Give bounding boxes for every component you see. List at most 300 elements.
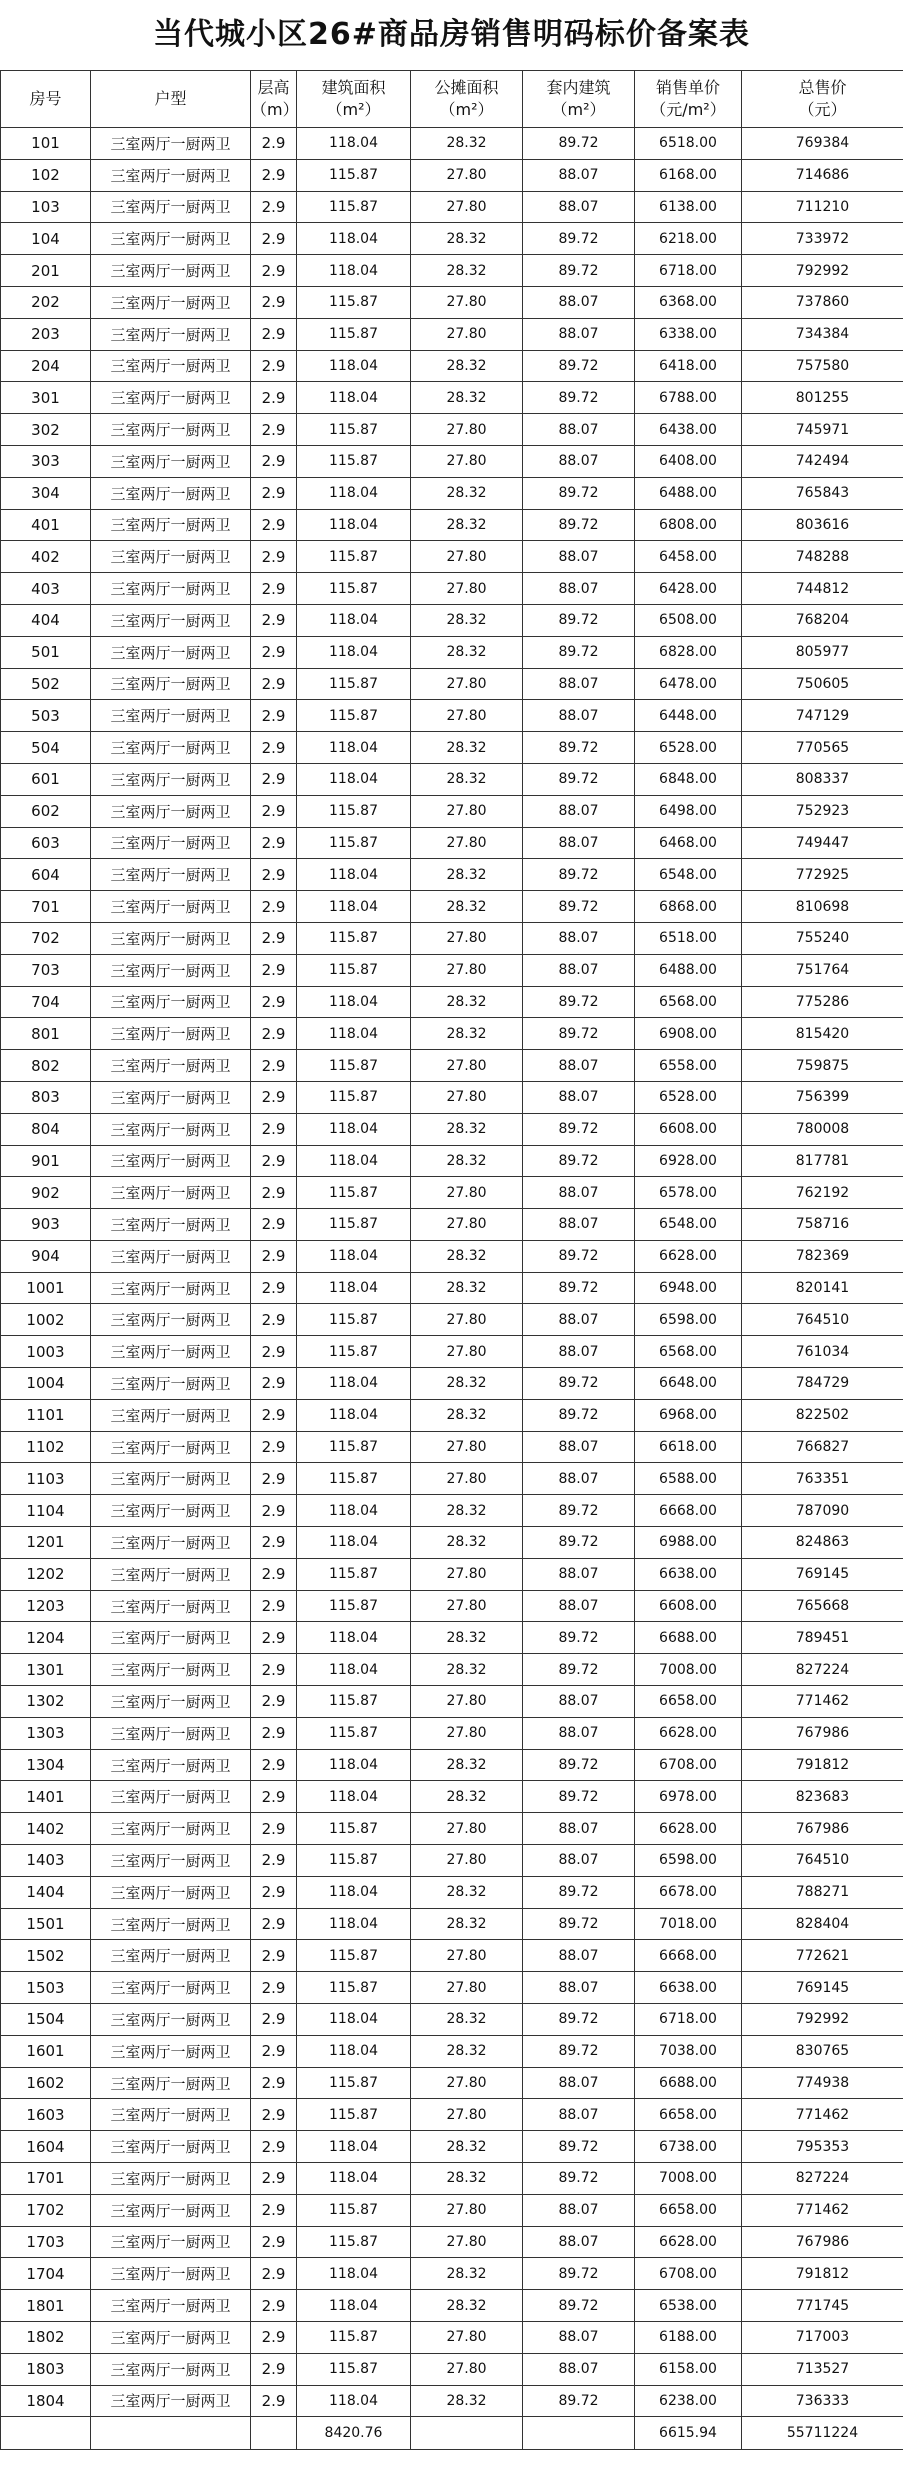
cell-unit-price: 6238.00 (635, 2385, 742, 2417)
cell-unit-price: 6618.00 (635, 1431, 742, 1463)
cell-room-no: 1704 (1, 2258, 91, 2290)
cell-inner-area: 89.72 (523, 382, 635, 414)
cell-unit-price: 6718.00 (635, 2004, 742, 2036)
cell-floor-height: 2.9 (251, 1527, 297, 1559)
cell-layout: 三室两厅一厨两卫 (91, 2226, 251, 2258)
cell-shared-area: 27.80 (411, 414, 523, 446)
cell-floor-height: 2.9 (251, 1495, 297, 1527)
cell-shared-area: 27.80 (411, 2067, 523, 2099)
cell-unit-price: 6788.00 (635, 382, 742, 414)
cell-building-area: 115.87 (297, 668, 411, 700)
cell-total-price: 827224 (742, 2163, 903, 2195)
cell-room-no: 401 (1, 509, 91, 541)
cell-shared-area: 28.32 (411, 1018, 523, 1050)
cell-shared-area: 28.32 (411, 128, 523, 160)
cell-floor-height: 2.9 (251, 2194, 297, 2226)
cell-shared-area: 27.80 (411, 1336, 523, 1368)
table-row (1, 128, 903, 160)
cell-room-no: 1402 (1, 1813, 91, 1845)
cell-total-price: 747129 (742, 700, 903, 732)
cell-building-area: 115.87 (297, 1590, 411, 1622)
cell-building-area: 118.04 (297, 2035, 411, 2067)
table-row (1, 2163, 903, 2195)
cell-shared-area: 28.32 (411, 223, 523, 255)
cell-building-area: 118.04 (297, 859, 411, 891)
table-row (1, 1908, 903, 1940)
cell-layout: 三室两厅一厨两卫 (91, 954, 251, 986)
cell-layout: 三室两厅一厨两卫 (91, 1845, 251, 1877)
cell-layout: 三室两厅一厨两卫 (91, 700, 251, 732)
cell-unit-price: 6488.00 (635, 477, 742, 509)
cell-shared-area: 27.80 (411, 2321, 523, 2353)
cell-building-area: 118.04 (297, 2385, 411, 2417)
cell-total-price: 736333 (742, 2385, 903, 2417)
cell-inner-area: 89.72 (523, 255, 635, 287)
cell-floor-height: 2.9 (251, 191, 297, 223)
cell-shared-area: 28.32 (411, 1527, 523, 1559)
cell-room-no: 1604 (1, 2131, 91, 2163)
cell-room-no: 1001 (1, 1272, 91, 1304)
cell-building-area: 118.04 (297, 763, 411, 795)
cell-room-no: 701 (1, 891, 91, 923)
cell-building-area: 118.04 (297, 1781, 411, 1813)
table-row (1, 2194, 903, 2226)
cell-layout: 三室两厅一厨两卫 (91, 128, 251, 160)
cell-room-no: 1701 (1, 2163, 91, 2195)
cell-inner-area: 89.72 (523, 891, 635, 923)
cell-floor-height: 2.9 (251, 1240, 297, 1272)
cell-unit-price: 6478.00 (635, 668, 742, 700)
cell-shared-area: 27.80 (411, 795, 523, 827)
cell-shared-area: 28.32 (411, 1908, 523, 1940)
cell-layout: 三室两厅一厨两卫 (91, 636, 251, 668)
cell-room-no: 604 (1, 859, 91, 891)
cell-floor-height: 2.9 (251, 1749, 297, 1781)
table-row (1, 382, 903, 414)
cell-floor-height: 2.9 (251, 1781, 297, 1813)
cell-unit-price: 6738.00 (635, 2131, 742, 2163)
cell-floor-height: 2.9 (251, 700, 297, 732)
cell-total-price: 791812 (742, 2258, 903, 2290)
cell-inner-area: 89.72 (523, 1145, 635, 1177)
cell-floor-height: 2.9 (251, 859, 297, 891)
table-row (1, 1336, 903, 1368)
cell-building-area: 118.04 (297, 1368, 411, 1400)
cell-building-area: 118.04 (297, 1527, 411, 1559)
cell-building-area: 118.04 (297, 1876, 411, 1908)
cell-inner-area: 88.07 (523, 1845, 635, 1877)
table-row (1, 286, 903, 318)
cell-inner-area: 88.07 (523, 1940, 635, 1972)
cell-inner-area: 88.07 (523, 2226, 635, 2258)
cell-inner-area: 89.72 (523, 509, 635, 541)
cell-shared-area: 28.32 (411, 1399, 523, 1431)
cell-shared-area: 28.32 (411, 1272, 523, 1304)
table-row (1, 1399, 903, 1431)
cell-layout: 三室两厅一厨两卫 (91, 2067, 251, 2099)
cell-floor-height: 2.9 (251, 159, 297, 191)
table-row (1, 1272, 903, 1304)
cell-total-price: 745971 (742, 414, 903, 446)
cell-room-no: 1602 (1, 2067, 91, 2099)
cell-shared-area: 28.32 (411, 1749, 523, 1781)
cell-total-price: 744812 (742, 573, 903, 605)
cell-total-price: 830765 (742, 2035, 903, 2067)
cell-floor-height: 2.9 (251, 2163, 297, 2195)
cell-unit-price: 6638.00 (635, 1972, 742, 2004)
cell-inner-area: 89.72 (523, 1240, 635, 1272)
cell-shared-area: 27.80 (411, 954, 523, 986)
cell-inner-area: 88.07 (523, 1686, 635, 1718)
cell-layout: 三室两厅一厨两卫 (91, 1527, 251, 1559)
header-total-price: 总售价 （元） (742, 71, 903, 128)
cell-inner-area: 88.07 (523, 573, 635, 605)
cell-shared-area: 27.80 (411, 1209, 523, 1241)
cell-room-no: 602 (1, 795, 91, 827)
cell-shared-area: 27.80 (411, 2099, 523, 2131)
cell-layout: 三室两厅一厨两卫 (91, 2035, 251, 2067)
cell-building-area: 115.87 (297, 1463, 411, 1495)
cell-total-price: 771462 (742, 2194, 903, 2226)
cell-building-area: 115.87 (297, 414, 411, 446)
cell-total-price: 775286 (742, 986, 903, 1018)
cell-layout: 三室两厅一厨两卫 (91, 763, 251, 795)
cell-unit-price: 6468.00 (635, 827, 742, 859)
cell-total-price: 737860 (742, 286, 903, 318)
cell-building-area: 118.04 (297, 732, 411, 764)
cell-room-no: 301 (1, 382, 91, 414)
cell-room-no: 1304 (1, 1749, 91, 1781)
cell-building-area: 115.87 (297, 318, 411, 350)
cell-shared-area: 27.80 (411, 1972, 523, 2004)
cell-floor-height: 2.9 (251, 1431, 297, 1463)
cell-unit-price: 6518.00 (635, 128, 742, 160)
cell-unit-price: 6558.00 (635, 1050, 742, 1082)
cell-room-no: 1702 (1, 2194, 91, 2226)
cell-room-no: 201 (1, 255, 91, 287)
cell-inner-area: 89.72 (523, 128, 635, 160)
cell-floor-height: 2.9 (251, 2353, 297, 2385)
cell-layout: 三室两厅一厨两卫 (91, 1336, 251, 1368)
totals-cell (523, 2417, 635, 2450)
cell-shared-area: 27.80 (411, 191, 523, 223)
cell-unit-price: 6368.00 (635, 286, 742, 318)
cell-inner-area: 89.72 (523, 1622, 635, 1654)
cell-floor-height: 2.9 (251, 1368, 297, 1400)
table-row (1, 1527, 903, 1559)
cell-floor-height: 2.9 (251, 922, 297, 954)
table-row (1, 2353, 903, 2385)
totals-cell (411, 2417, 523, 2450)
cell-shared-area: 27.80 (411, 445, 523, 477)
cell-layout: 三室两厅一厨两卫 (91, 286, 251, 318)
cell-building-area: 118.04 (297, 1240, 411, 1272)
cell-building-area: 118.04 (297, 1018, 411, 1050)
cell-floor-height: 2.9 (251, 2321, 297, 2353)
cell-shared-area: 28.32 (411, 1876, 523, 1908)
cell-room-no: 304 (1, 477, 91, 509)
table-row (1, 1590, 903, 1622)
table-row (1, 859, 903, 891)
cell-layout: 三室两厅一厨两卫 (91, 2290, 251, 2322)
cell-room-no: 1703 (1, 2226, 91, 2258)
cell-shared-area: 28.32 (411, 1781, 523, 1813)
cell-layout: 三室两厅一厨两卫 (91, 1431, 251, 1463)
cell-building-area: 115.87 (297, 1845, 411, 1877)
cell-building-area: 115.87 (297, 286, 411, 318)
cell-inner-area: 88.07 (523, 318, 635, 350)
cell-shared-area: 28.32 (411, 2035, 523, 2067)
cell-floor-height: 2.9 (251, 509, 297, 541)
cell-floor-height: 2.9 (251, 1399, 297, 1431)
cell-total-price: 824863 (742, 1527, 903, 1559)
cell-shared-area: 27.80 (411, 1558, 523, 1590)
cell-inner-area: 88.07 (523, 1972, 635, 2004)
table-row (1, 1240, 903, 1272)
table-row (1, 573, 903, 605)
cell-shared-area: 28.32 (411, 2258, 523, 2290)
cell-building-area: 118.04 (297, 1399, 411, 1431)
cell-unit-price: 6668.00 (635, 1940, 742, 1972)
cell-building-area: 115.87 (297, 1940, 411, 1972)
cell-inner-area: 89.72 (523, 1527, 635, 1559)
table-row (1, 1463, 903, 1495)
cell-shared-area: 28.32 (411, 477, 523, 509)
cell-floor-height: 2.9 (251, 1272, 297, 1304)
cell-total-price: 808337 (742, 763, 903, 795)
cell-building-area: 115.87 (297, 922, 411, 954)
cell-unit-price: 6688.00 (635, 2067, 742, 2099)
table-row (1, 1209, 903, 1241)
cell-layout: 三室两厅一厨两卫 (91, 891, 251, 923)
cell-unit-price: 6978.00 (635, 1781, 742, 1813)
cell-total-price: 749447 (742, 827, 903, 859)
cell-total-price: 767986 (742, 1813, 903, 1845)
cell-building-area: 115.87 (297, 1972, 411, 2004)
cell-room-no: 103 (1, 191, 91, 223)
cell-inner-area: 88.07 (523, 1590, 635, 1622)
cell-building-area: 118.04 (297, 382, 411, 414)
cell-unit-price: 6648.00 (635, 1368, 742, 1400)
table-row (1, 986, 903, 1018)
cell-inner-area: 88.07 (523, 2194, 635, 2226)
cell-floor-height: 2.9 (251, 1622, 297, 1654)
cell-building-area: 118.04 (297, 477, 411, 509)
table-row (1, 159, 903, 191)
cell-room-no: 1501 (1, 1908, 91, 1940)
cell-building-area: 115.87 (297, 1717, 411, 1749)
cell-inner-area: 89.72 (523, 1018, 635, 1050)
price-table (0, 70, 903, 2450)
cell-unit-price: 6968.00 (635, 1399, 742, 1431)
cell-total-price: 758716 (742, 1209, 903, 1241)
cell-shared-area: 28.32 (411, 763, 523, 795)
cell-unit-price: 6578.00 (635, 1177, 742, 1209)
cell-inner-area: 89.72 (523, 477, 635, 509)
table-row (1, 604, 903, 636)
cell-total-price: 772925 (742, 859, 903, 891)
cell-building-area: 115.87 (297, 191, 411, 223)
cell-room-no: 703 (1, 954, 91, 986)
cell-building-area: 118.04 (297, 128, 411, 160)
cell-inner-area: 89.72 (523, 1908, 635, 1940)
table-row (1, 1050, 903, 1082)
cell-total-price: 787090 (742, 1495, 903, 1527)
table-row (1, 1749, 903, 1781)
cell-room-no: 1301 (1, 1654, 91, 1686)
cell-total-price: 772621 (742, 1940, 903, 1972)
cell-inner-area: 88.07 (523, 1304, 635, 1336)
cell-total-price: 764510 (742, 1845, 903, 1877)
cell-building-area: 115.87 (297, 1081, 411, 1113)
header-room-no: 房号 (1, 71, 91, 128)
cell-shared-area: 27.80 (411, 2194, 523, 2226)
cell-unit-price: 6518.00 (635, 922, 742, 954)
cell-unit-price: 6408.00 (635, 445, 742, 477)
cell-floor-height: 2.9 (251, 2067, 297, 2099)
cell-unit-price: 6988.00 (635, 1527, 742, 1559)
cell-unit-price: 6218.00 (635, 223, 742, 255)
cell-layout: 三室两厅一厨两卫 (91, 318, 251, 350)
cell-inner-area: 88.07 (523, 1336, 635, 1368)
cell-building-area: 115.87 (297, 1431, 411, 1463)
cell-total-price: 767986 (742, 1717, 903, 1749)
table-row (1, 954, 903, 986)
total-building-area: 8420.76 (297, 2417, 411, 2450)
table-row (1, 2385, 903, 2417)
cell-room-no: 1804 (1, 2385, 91, 2417)
cell-inner-area: 89.72 (523, 636, 635, 668)
header-row (1, 71, 903, 128)
cell-building-area: 118.04 (297, 1495, 411, 1527)
cell-inner-area: 89.72 (523, 1876, 635, 1908)
cell-floor-height: 2.9 (251, 1717, 297, 1749)
table-row (1, 477, 903, 509)
cell-room-no: 803 (1, 1081, 91, 1113)
cell-unit-price: 6598.00 (635, 1845, 742, 1877)
cell-total-price: 755240 (742, 922, 903, 954)
cell-room-no: 902 (1, 1177, 91, 1209)
cell-inner-area: 88.07 (523, 2099, 635, 2131)
cell-shared-area: 27.80 (411, 2353, 523, 2385)
cell-shared-area: 28.32 (411, 1145, 523, 1177)
header-layout: 户型 (91, 71, 251, 128)
cell-building-area: 118.04 (297, 2290, 411, 2322)
cell-building-area: 118.04 (297, 509, 411, 541)
table-row (1, 414, 903, 446)
cell-inner-area: 88.07 (523, 1177, 635, 1209)
cell-floor-height: 2.9 (251, 763, 297, 795)
cell-floor-height: 2.9 (251, 954, 297, 986)
table-row (1, 1781, 903, 1813)
cell-total-price: 734384 (742, 318, 903, 350)
cell-inner-area: 89.72 (523, 859, 635, 891)
cell-total-price: 817781 (742, 1145, 903, 1177)
cell-unit-price: 6528.00 (635, 1081, 742, 1113)
cell-inner-area: 88.07 (523, 414, 635, 446)
cell-room-no: 1801 (1, 2290, 91, 2322)
cell-shared-area: 28.32 (411, 2163, 523, 2195)
cell-layout: 三室两厅一厨两卫 (91, 795, 251, 827)
cell-total-price: 771745 (742, 2290, 903, 2322)
cell-layout: 三室两厅一厨两卫 (91, 1081, 251, 1113)
cell-room-no: 104 (1, 223, 91, 255)
cell-shared-area: 28.32 (411, 1113, 523, 1145)
cell-total-price: 810698 (742, 891, 903, 923)
table-row (1, 700, 903, 732)
cell-shared-area: 27.80 (411, 1845, 523, 1877)
header-unit-price: 销售单价 （元/m²） (635, 71, 742, 128)
cell-floor-height: 2.9 (251, 541, 297, 573)
cell-floor-height: 2.9 (251, 445, 297, 477)
table-row (1, 1495, 903, 1527)
cell-unit-price: 6458.00 (635, 541, 742, 573)
cell-total-price: 792992 (742, 255, 903, 287)
cell-shared-area: 27.80 (411, 1686, 523, 1718)
cell-unit-price: 6628.00 (635, 1813, 742, 1845)
table-row (1, 1304, 903, 1336)
cell-layout: 三室两厅一厨两卫 (91, 350, 251, 382)
table-row (1, 1622, 903, 1654)
cell-total-price: 769145 (742, 1558, 903, 1590)
table-row (1, 2258, 903, 2290)
cell-room-no: 1203 (1, 1590, 91, 1622)
cell-total-price: 711210 (742, 191, 903, 223)
cell-inner-area: 89.72 (523, 223, 635, 255)
cell-room-no: 204 (1, 350, 91, 382)
table-row (1, 1081, 903, 1113)
cell-shared-area: 28.32 (411, 382, 523, 414)
cell-layout: 三室两厅一厨两卫 (91, 1940, 251, 1972)
table-row (1, 541, 903, 573)
cell-building-area: 118.04 (297, 255, 411, 287)
cell-floor-height: 2.9 (251, 2035, 297, 2067)
cell-inner-area: 88.07 (523, 286, 635, 318)
cell-floor-height: 2.9 (251, 2258, 297, 2290)
cell-floor-height: 2.9 (251, 1590, 297, 1622)
cell-floor-height: 2.9 (251, 1463, 297, 1495)
cell-room-no: 404 (1, 604, 91, 636)
cell-unit-price: 6658.00 (635, 2099, 742, 2131)
cell-layout: 三室两厅一厨两卫 (91, 1050, 251, 1082)
cell-total-price: 780008 (742, 1113, 903, 1145)
cell-room-no: 303 (1, 445, 91, 477)
cell-floor-height: 2.9 (251, 986, 297, 1018)
cell-layout: 三室两厅一厨两卫 (91, 573, 251, 605)
cell-unit-price: 6628.00 (635, 1717, 742, 1749)
cell-floor-height: 2.9 (251, 286, 297, 318)
cell-inner-area: 89.72 (523, 763, 635, 795)
cell-building-area: 115.87 (297, 159, 411, 191)
cell-layout: 三室两厅一厨两卫 (91, 1717, 251, 1749)
cell-layout: 三室两厅一厨两卫 (91, 2353, 251, 2385)
table-row (1, 2131, 903, 2163)
cell-inner-area: 89.72 (523, 1495, 635, 1527)
table-row (1, 1972, 903, 2004)
cell-floor-height: 2.9 (251, 1558, 297, 1590)
cell-layout: 三室两厅一厨两卫 (91, 2099, 251, 2131)
cell-inner-area: 88.07 (523, 1463, 635, 1495)
cell-layout: 三室两厅一厨两卫 (91, 1781, 251, 1813)
cell-inner-area: 88.07 (523, 191, 635, 223)
cell-inner-area: 88.07 (523, 2067, 635, 2099)
cell-building-area: 115.87 (297, 2067, 411, 2099)
cell-layout: 三室两厅一厨两卫 (91, 1463, 251, 1495)
cell-total-price: 795353 (742, 2131, 903, 2163)
cell-unit-price: 6708.00 (635, 1749, 742, 1781)
cell-total-price: 759875 (742, 1050, 903, 1082)
cell-unit-price: 6598.00 (635, 1304, 742, 1336)
